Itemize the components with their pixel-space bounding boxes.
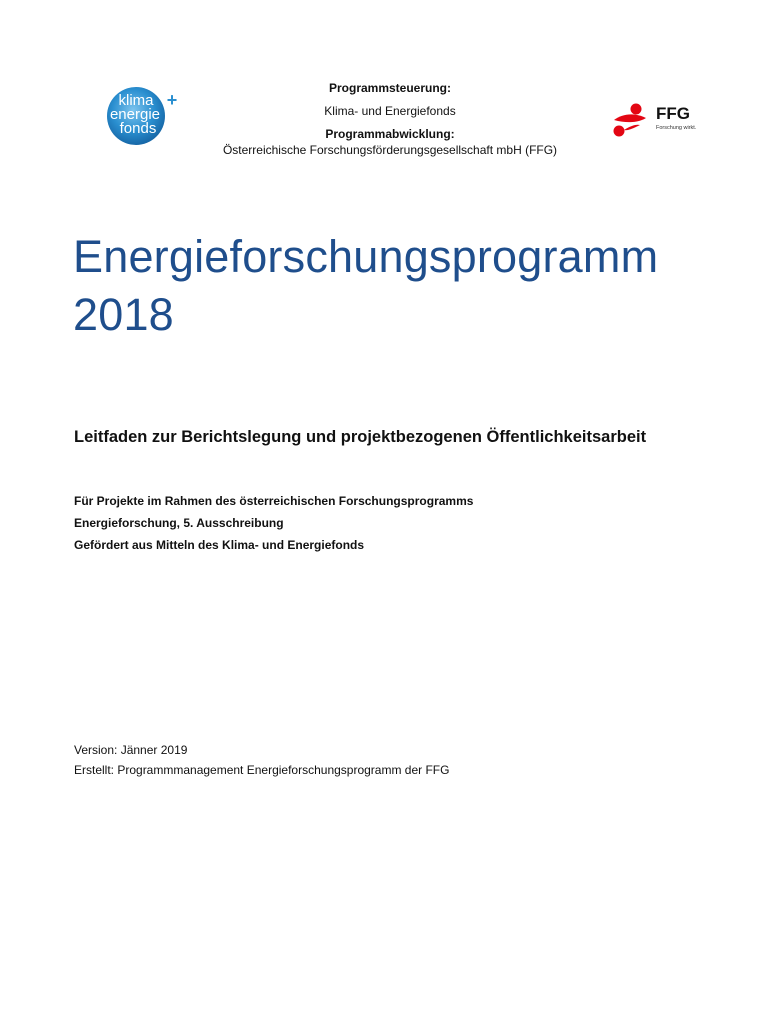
description-line-3: Gefördert aus Mitteln des Klima- und Energiefonds [74, 538, 365, 552]
meta-block [74, 740, 714, 780]
description-block [74, 490, 714, 556]
ffg-logo [610, 98, 702, 140]
document-subtitle: Leitfaden zur Berichtslegung und projektbezogenen Öffentlichkeitsarbeit [74, 428, 647, 446]
description-line-1: Für Projekte im Rahmen des österreichischen Forschungsprogramms [74, 494, 474, 508]
description-line-2: Energieforschung, 5. Ausschreibung [74, 516, 284, 530]
title-line-1: Energieforschungsprogramm [73, 231, 659, 282]
handling-label: Programmabwicklung: [325, 127, 455, 141]
logo-word-fonds: fonds [119, 120, 157, 137]
logo-word-klima: klima [118, 92, 154, 109]
ffg-tagline: Forschung wirkt. [656, 125, 697, 131]
header-block [190, 80, 590, 158]
steering-label: Programmsteuerung: [328, 81, 452, 95]
title-line-2: 2018 [73, 289, 174, 340]
ffg-swoosh-icon [614, 104, 647, 137]
logo-plus: + [166, 90, 178, 110]
logo-word-energie: energie [109, 106, 161, 123]
steering-value: Klima- und Energiefonds [324, 104, 456, 118]
handling-value: Österreichische Forschungsförderungsgesellschaft mbH (FFG) [222, 143, 558, 157]
ffg-name: FFG [656, 104, 690, 123]
document-title [73, 228, 733, 344]
klima-energiefonds-logo [100, 80, 182, 146]
version-text: Version: Jänner 2019 [74, 743, 188, 757]
created-by-text: Erstellt: Programmmanagement Energieforschungsprogramm der FFG [74, 763, 450, 777]
